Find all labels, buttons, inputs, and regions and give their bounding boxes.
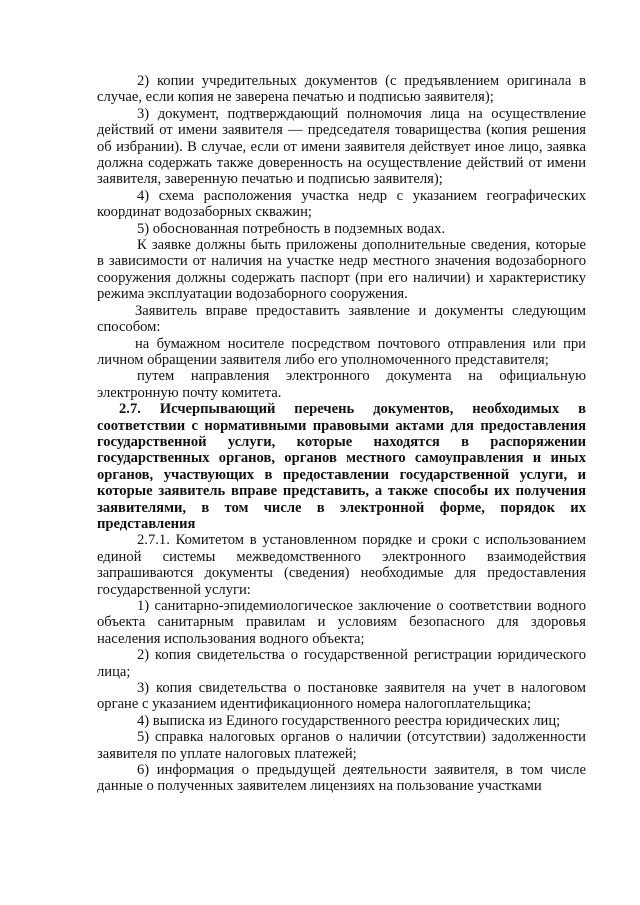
list-item: 3) копия свидетельства о постановке заявителя на учет в налоговом органе с указанием идентификационного номера налогоплательщика; — [97, 680, 586, 713]
paragraph: путем направления электронного документа на официальную электронную почту комитета. — [97, 368, 586, 401]
list-item: 1) санитарно-эпидемиологическое заключение о соответствии водного объекта санитарным правилам и условиям безопасного для здоровья населения использования водного объекта; — [97, 598, 586, 647]
paragraph: К заявке должны быть приложены дополнительные сведения, которые в зависимости от наличия на участке недр местного значения водозаборного сооружения должны содержать паспорт (при его наличии) и характеристику режима эксплуатации водозаборного сооружения. — [97, 237, 586, 303]
paragraph: 2.7.1. Комитетом в установленном порядке и сроки с использованием единой системы межведомственного электронного взаимодействия запрашиваются документы (сведения) необходимые для предоставления государственной услуги: — [97, 532, 586, 598]
list-item: 6) информация о предыдущей деятельности заявителя, в том числе данные о полученных заявителем лицензиях на пользование участками — [97, 762, 586, 795]
paragraph: Заявитель вправе предоставить заявление и документы следующим способом: — [97, 302, 586, 336]
list-item: 5) справка налоговых органов о наличии (отсутствии) задолженности заявителя по уплате налоговых платежей; — [97, 729, 586, 762]
document-page — [97, 73, 586, 795]
list-item: 5) обоснованная потребность в подземных водах. — [137, 220, 446, 237]
list-item: 4) схема расположения участка недр с указанием географических координат водозаборных скважин; — [97, 187, 586, 221]
list-item: 2) копии учредительных документов (с предъявлением оригинала в случае, если копия не заверена печатью и подписью заявителя); — [97, 73, 586, 106]
list-item: 4) выписка из Единого государственного реестра юридических лиц; — [137, 712, 561, 729]
list-item: 3) документ, подтверждающий полномочия лица на осуществление действий от имени заявителя — председателя товарищества (копия решения об избрании). В случае, если от имени заявителя действует иное лицо, заявка должна содержать также доверенность на осуществление действий от имени заявителя, заверенную печатью и подписью заявителя); — [97, 105, 586, 188]
section-heading: 2.7. Исчерпывающий перечень документов, необходимых в соответствии с нормативными правовыми актами для предоставления государственной услуги, которые находятся в распоряжении государственных органов, органов местного самоуправления и иных органов, участвующих в предоставлении государственной услуги, и которые заявитель вправе представить, а также способы их получения заявителями, в том числе в электронной форме, порядок их представления — [97, 401, 586, 532]
list-item: 2) копия свидетельства о государственной регистрации юридического лица; — [97, 647, 586, 680]
paragraph: на бумажном носителе посредством почтового отправления или при личном обращении заявителя либо его уполномоченного представителя; — [97, 335, 586, 368]
